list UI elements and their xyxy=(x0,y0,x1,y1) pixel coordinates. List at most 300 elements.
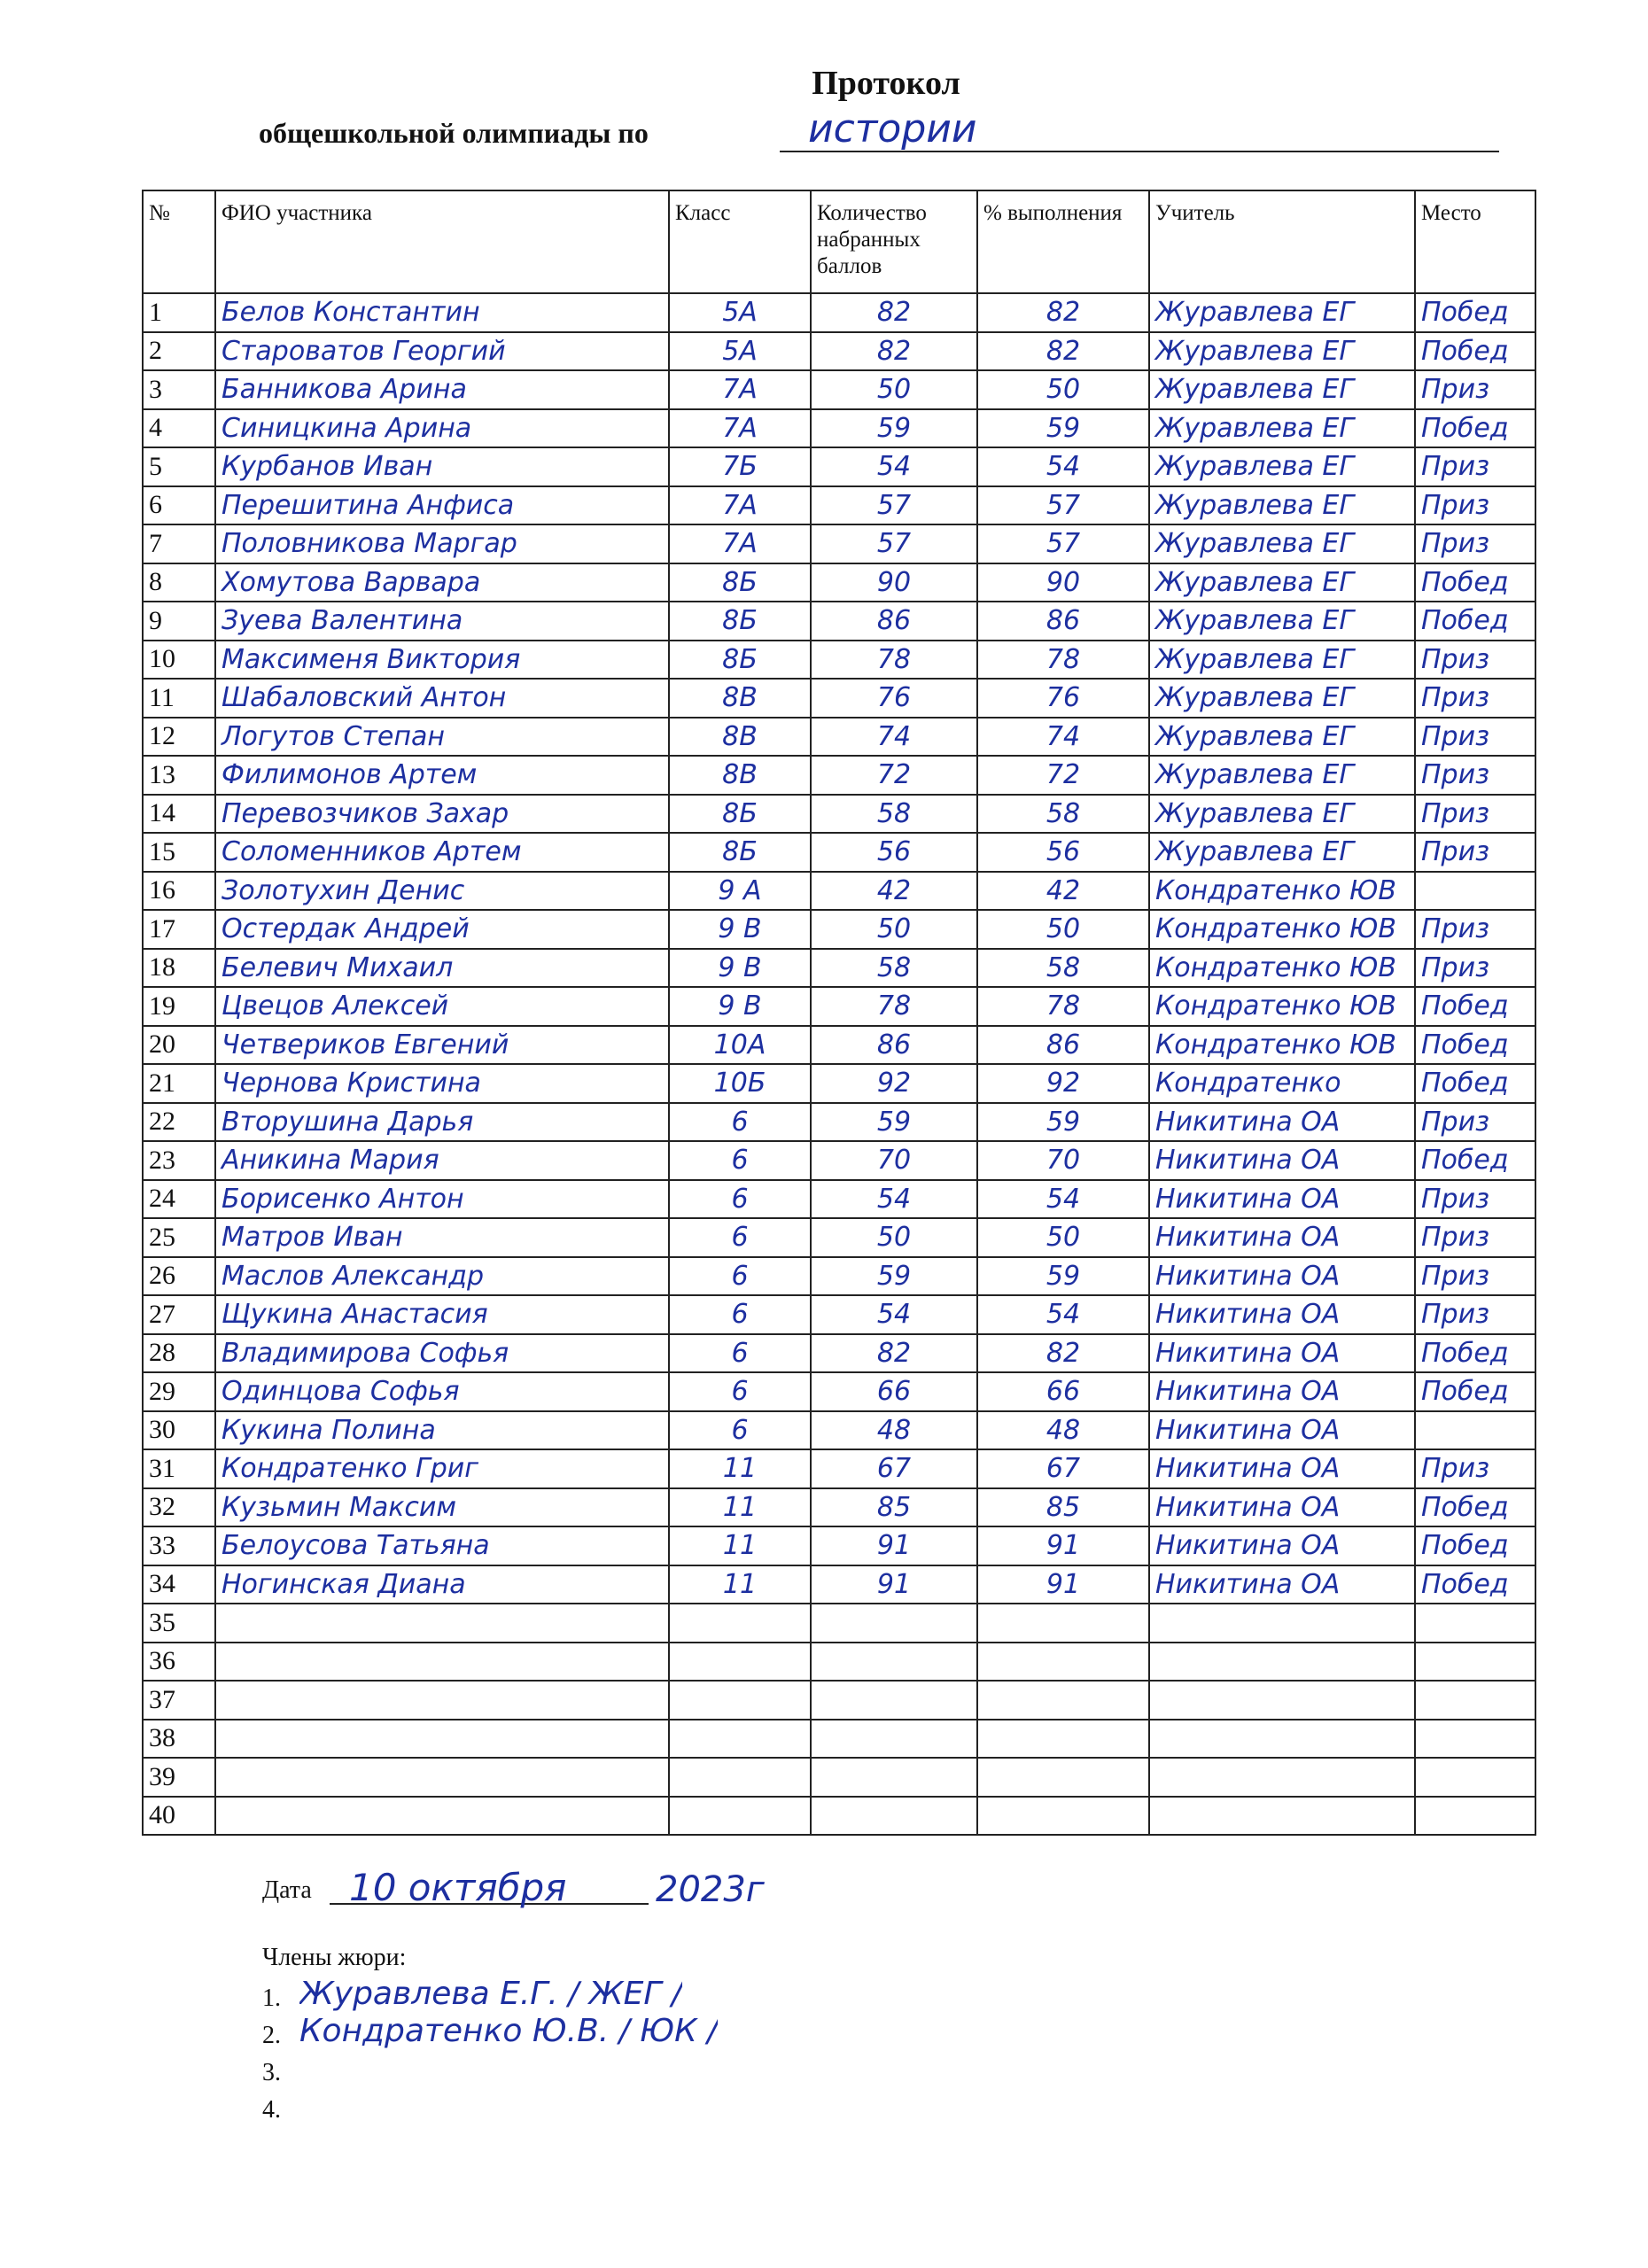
place-cell: Приз xyxy=(1415,486,1535,525)
row-number-cell: 27 xyxy=(143,1295,215,1334)
class-cell: 6 xyxy=(669,1372,811,1411)
place-cell: Побед xyxy=(1415,1064,1535,1103)
row-number-cell: 30 xyxy=(143,1411,215,1450)
place-cell: Побед xyxy=(1415,1141,1535,1180)
percent-cell: 59 xyxy=(977,1257,1149,1296)
score-cell: 76 xyxy=(811,679,977,718)
teacher-cell: Никитина ОА xyxy=(1149,1449,1415,1488)
percent-cell: 54 xyxy=(977,1295,1149,1334)
participant-name-cell: Кукина Полина xyxy=(215,1411,669,1450)
table-row xyxy=(143,1180,1535,1219)
place-cell: Побед xyxy=(1415,409,1535,448)
score-cell: 86 xyxy=(811,1026,977,1065)
row-number-cell: 18 xyxy=(143,949,215,988)
place-cell xyxy=(1415,1604,1535,1643)
teacher-cell: Никитина ОА xyxy=(1149,1488,1415,1527)
place-cell: Побед xyxy=(1415,1026,1535,1065)
percent-cell: 57 xyxy=(977,524,1149,563)
teacher-cell: Кондратенко ЮВ xyxy=(1149,872,1415,911)
place-cell xyxy=(1415,1758,1535,1797)
table-row xyxy=(143,641,1535,680)
place-cell: Приз xyxy=(1415,447,1535,486)
jury-item-number: 1. xyxy=(262,1984,281,2012)
table-row xyxy=(143,447,1535,486)
place-cell: Приз xyxy=(1415,949,1535,988)
row-number-cell: 1 xyxy=(143,293,215,332)
table-row xyxy=(143,1064,1535,1103)
teacher-cell: Журавлева ЕГ xyxy=(1149,602,1415,641)
teacher-cell: Журавлева ЕГ xyxy=(1149,486,1415,525)
percent-cell: 90 xyxy=(977,563,1149,602)
place-cell: Приз xyxy=(1415,370,1535,409)
row-number-cell: 33 xyxy=(143,1526,215,1565)
participant-name-cell: Белевич Михаил xyxy=(215,949,669,988)
participant-name-cell xyxy=(215,1758,669,1797)
percent-cell: 91 xyxy=(977,1565,1149,1604)
class-cell: 5А xyxy=(669,293,811,332)
class-cell: 7Б xyxy=(669,447,811,486)
row-number-cell: 28 xyxy=(143,1334,215,1373)
column-header-number: № xyxy=(143,190,215,293)
row-number-cell: 34 xyxy=(143,1565,215,1604)
column-header-percent: % выполнения xyxy=(977,190,1149,293)
teacher-cell: Никитина ОА xyxy=(1149,1180,1415,1219)
class-cell: 8В xyxy=(669,718,811,757)
score-cell: 74 xyxy=(811,718,977,757)
percent-cell: 54 xyxy=(977,1180,1149,1219)
class-cell: 6 xyxy=(669,1295,811,1334)
place-cell: Приз xyxy=(1415,795,1535,834)
place-cell: Побед xyxy=(1415,1526,1535,1565)
table-row xyxy=(143,1218,1535,1257)
row-number-cell: 11 xyxy=(143,679,215,718)
participant-name-cell: Четвериков Евгений xyxy=(215,1026,669,1065)
place-cell: Приз xyxy=(1415,756,1535,795)
class-cell: 6 xyxy=(669,1257,811,1296)
participant-name-cell: Половникова Маргар xyxy=(215,524,669,563)
participant-name-cell: Белоусова Татьяна xyxy=(215,1526,669,1565)
row-number-cell: 22 xyxy=(143,1103,215,1142)
score-cell: 42 xyxy=(811,872,977,911)
class-cell xyxy=(669,1720,811,1759)
participant-name-cell: Банникова Арина xyxy=(215,370,669,409)
table-row xyxy=(143,1526,1535,1565)
class-cell: 6 xyxy=(669,1141,811,1180)
teacher-cell: Журавлева ЕГ xyxy=(1149,795,1415,834)
table-body xyxy=(143,293,1535,1835)
participant-name-cell: Кузьмин Максим xyxy=(215,1488,669,1527)
participant-name-cell: Староватов Георгий xyxy=(215,332,669,371)
participant-name-cell: Кондратенко Григ xyxy=(215,1449,669,1488)
row-number-cell: 26 xyxy=(143,1257,215,1296)
percent-cell xyxy=(977,1643,1149,1682)
participant-name-cell: Одинцова Софья xyxy=(215,1372,669,1411)
percent-cell: 78 xyxy=(977,987,1149,1026)
percent-cell: 86 xyxy=(977,602,1149,641)
score-cell: 82 xyxy=(811,1334,977,1373)
percent-cell: 85 xyxy=(977,1488,1149,1527)
teacher-cell: Кондратенко ЮВ xyxy=(1149,910,1415,949)
date-year: 2023г xyxy=(656,1869,765,1910)
score-cell: 50 xyxy=(811,910,977,949)
jury-item-number: 2. xyxy=(262,2022,281,2049)
participant-name-cell: Щукина Анастасия xyxy=(215,1295,669,1334)
percent-cell: 86 xyxy=(977,1026,1149,1065)
score-cell: 85 xyxy=(811,1488,977,1527)
class-cell: 6 xyxy=(669,1218,811,1257)
table-row xyxy=(143,1295,1535,1334)
row-number-cell: 35 xyxy=(143,1604,215,1643)
table-row xyxy=(143,987,1535,1026)
teacher-cell: Кондратенко xyxy=(1149,1064,1415,1103)
place-cell: Побед xyxy=(1415,1565,1535,1604)
table-row xyxy=(143,949,1535,988)
table-row xyxy=(143,1488,1535,1527)
percent-cell: 54 xyxy=(977,447,1149,486)
participant-name-cell: Шабаловский Антон xyxy=(215,679,669,718)
place-cell xyxy=(1415,872,1535,911)
row-number-cell: 10 xyxy=(143,641,215,680)
table-row xyxy=(143,679,1535,718)
participant-name-cell: Синицкина Арина xyxy=(215,409,669,448)
table-row xyxy=(143,370,1535,409)
score-cell: 54 xyxy=(811,1295,977,1334)
participant-name-cell: Курбанов Иван xyxy=(215,447,669,486)
participant-name-cell: Максименя Виктория xyxy=(215,641,669,680)
row-number-cell: 20 xyxy=(143,1026,215,1065)
percent-cell: 82 xyxy=(977,1334,1149,1373)
score-cell: 82 xyxy=(811,332,977,371)
percent-cell: 74 xyxy=(977,718,1149,757)
table-row xyxy=(143,602,1535,641)
class-cell: 8Б xyxy=(669,795,811,834)
column-header-teacher: Учитель xyxy=(1149,190,1415,293)
class-cell xyxy=(669,1643,811,1682)
place-cell xyxy=(1415,1643,1535,1682)
row-number-cell: 36 xyxy=(143,1643,215,1682)
row-number-cell: 12 xyxy=(143,718,215,757)
table-row xyxy=(143,1141,1535,1180)
score-cell: 59 xyxy=(811,1257,977,1296)
table-row xyxy=(143,718,1535,757)
percent-cell: 58 xyxy=(977,949,1149,988)
row-number-cell: 29 xyxy=(143,1372,215,1411)
table-row xyxy=(143,1797,1535,1836)
class-cell xyxy=(669,1797,811,1836)
participant-name-cell: Вторушина Дарья xyxy=(215,1103,669,1142)
place-cell: Приз xyxy=(1415,1449,1535,1488)
place-cell: Побед xyxy=(1415,1488,1535,1527)
row-number-cell: 39 xyxy=(143,1758,215,1797)
percent-cell: 76 xyxy=(977,679,1149,718)
score-cell: 91 xyxy=(811,1565,977,1604)
class-cell: 7А xyxy=(669,370,811,409)
row-number-cell: 15 xyxy=(143,833,215,872)
teacher-cell: Кондратенко ЮВ xyxy=(1149,987,1415,1026)
score-cell: 59 xyxy=(811,1103,977,1142)
row-number-cell: 3 xyxy=(143,370,215,409)
teacher-cell: Журавлева ЕГ xyxy=(1149,718,1415,757)
row-number-cell: 6 xyxy=(143,486,215,525)
percent-cell: 59 xyxy=(977,409,1149,448)
score-cell xyxy=(811,1681,977,1720)
score-cell xyxy=(811,1604,977,1643)
place-cell: Приз xyxy=(1415,833,1535,872)
jury-item-name: Журавлева Е.Г. / ЖЕГ / xyxy=(299,1976,682,2012)
score-cell: 70 xyxy=(811,1141,977,1180)
teacher-cell: Журавлева ЕГ xyxy=(1149,370,1415,409)
class-cell: 8Б xyxy=(669,602,811,641)
participant-name-cell: Филимонов Артем xyxy=(215,756,669,795)
score-cell: 92 xyxy=(811,1064,977,1103)
percent-cell xyxy=(977,1681,1149,1720)
place-cell: Приз xyxy=(1415,718,1535,757)
place-cell: Приз xyxy=(1415,1180,1535,1219)
score-cell: 54 xyxy=(811,447,977,486)
teacher-cell: Никитина ОА xyxy=(1149,1257,1415,1296)
row-number-cell: 19 xyxy=(143,987,215,1026)
date-value: 10 октября xyxy=(349,1866,567,1909)
class-cell: 7А xyxy=(669,524,811,563)
table-row xyxy=(143,409,1535,448)
participant-name-cell xyxy=(215,1797,669,1836)
class-cell: 8В xyxy=(669,679,811,718)
table-row xyxy=(143,1334,1535,1373)
participant-name-cell: Ногинская Диана xyxy=(215,1565,669,1604)
row-number-cell: 14 xyxy=(143,795,215,834)
jury-item-number: 4. xyxy=(262,2096,281,2124)
percent-cell: 91 xyxy=(977,1526,1149,1565)
class-cell: 8В xyxy=(669,756,811,795)
score-cell: 58 xyxy=(811,795,977,834)
teacher-cell: Журавлева ЕГ xyxy=(1149,756,1415,795)
table-row xyxy=(143,1643,1535,1682)
date-row xyxy=(262,1864,971,1908)
score-cell: 56 xyxy=(811,833,977,872)
participant-name-cell: Перешитина Анфиса xyxy=(215,486,669,525)
score-cell: 72 xyxy=(811,756,977,795)
participant-name-cell: Борисенко Антон xyxy=(215,1180,669,1219)
teacher-cell xyxy=(1149,1643,1415,1682)
participant-name-cell xyxy=(215,1720,669,1759)
row-number-cell: 16 xyxy=(143,872,215,911)
subject-handwritten: истории xyxy=(808,106,977,151)
teacher-cell: Журавлева ЕГ xyxy=(1149,563,1415,602)
place-cell: Побед xyxy=(1415,987,1535,1026)
teacher-cell xyxy=(1149,1758,1415,1797)
table-row xyxy=(143,1026,1535,1065)
column-header-class: Класс xyxy=(669,190,811,293)
date-label: Дата xyxy=(262,1876,312,1904)
table-row xyxy=(143,486,1535,525)
participant-name-cell: Владимирова Софья xyxy=(215,1334,669,1373)
teacher-cell: Журавлева ЕГ xyxy=(1149,524,1415,563)
jury-list xyxy=(262,1976,1060,2130)
row-number-cell: 7 xyxy=(143,524,215,563)
class-cell: 8Б xyxy=(669,641,811,680)
score-cell: 67 xyxy=(811,1449,977,1488)
column-header-place: Место xyxy=(1415,190,1535,293)
place-cell xyxy=(1415,1681,1535,1720)
table-row xyxy=(143,1565,1535,1604)
score-cell xyxy=(811,1797,977,1836)
participant-name-cell: Зуева Валентина xyxy=(215,602,669,641)
class-cell: 6 xyxy=(669,1180,811,1219)
teacher-cell: Никитина ОА xyxy=(1149,1141,1415,1180)
score-cell: 48 xyxy=(811,1411,977,1450)
score-cell: 58 xyxy=(811,949,977,988)
place-cell: Приз xyxy=(1415,679,1535,718)
place-cell: Приз xyxy=(1415,910,1535,949)
score-cell: 66 xyxy=(811,1372,977,1411)
place-cell: Приз xyxy=(1415,641,1535,680)
table-row xyxy=(143,1103,1535,1142)
participant-name-cell: Матров Иван xyxy=(215,1218,669,1257)
participant-name-cell xyxy=(215,1643,669,1682)
place-cell: Приз xyxy=(1415,1218,1535,1257)
results-table xyxy=(142,190,1536,1836)
row-number-cell: 23 xyxy=(143,1141,215,1180)
percent-cell: 59 xyxy=(977,1103,1149,1142)
row-number-cell: 8 xyxy=(143,563,215,602)
score-cell: 50 xyxy=(811,370,977,409)
participant-name-cell: Соломенников Артем xyxy=(215,833,669,872)
table-row xyxy=(143,1604,1535,1643)
score-cell: 57 xyxy=(811,486,977,525)
class-cell: 7А xyxy=(669,409,811,448)
score-cell: 91 xyxy=(811,1526,977,1565)
row-number-cell: 4 xyxy=(143,409,215,448)
class-cell: 6 xyxy=(669,1334,811,1373)
table-row xyxy=(143,1720,1535,1759)
percent-cell: 82 xyxy=(977,293,1149,332)
teacher-cell: Никитина ОА xyxy=(1149,1295,1415,1334)
class-cell xyxy=(669,1758,811,1797)
place-cell xyxy=(1415,1720,1535,1759)
place-cell: Побед xyxy=(1415,563,1535,602)
column-header-name: ФИО участника xyxy=(215,190,669,293)
score-cell: 86 xyxy=(811,602,977,641)
teacher-cell: Журавлева ЕГ xyxy=(1149,447,1415,486)
class-cell: 6 xyxy=(669,1103,811,1142)
teacher-cell: Никитина ОА xyxy=(1149,1372,1415,1411)
class-cell: 9 В xyxy=(669,949,811,988)
percent-cell: 48 xyxy=(977,1411,1149,1450)
participant-name-cell: Перевозчиков Захар xyxy=(215,795,669,834)
teacher-cell xyxy=(1149,1681,1415,1720)
percent-cell: 70 xyxy=(977,1141,1149,1180)
participant-name-cell: Остердак Андрей xyxy=(215,910,669,949)
participant-name-cell xyxy=(215,1604,669,1643)
table-row xyxy=(143,833,1535,872)
jury-item-number: 3. xyxy=(262,2059,281,2086)
class-cell: 10Б xyxy=(669,1064,811,1103)
percent-cell: 78 xyxy=(977,641,1149,680)
document-title: Протокол xyxy=(812,65,960,102)
score-cell: 57 xyxy=(811,524,977,563)
percent-cell: 58 xyxy=(977,795,1149,834)
row-number-cell: 38 xyxy=(143,1720,215,1759)
participant-name-cell xyxy=(215,1681,669,1720)
percent-cell: 92 xyxy=(977,1064,1149,1103)
teacher-cell: Журавлева ЕГ xyxy=(1149,833,1415,872)
row-number-cell: 24 xyxy=(143,1180,215,1219)
participant-name-cell: Цвецов Алексей xyxy=(215,987,669,1026)
teacher-cell: Журавлева ЕГ xyxy=(1149,641,1415,680)
teacher-cell: Никитина ОА xyxy=(1149,1103,1415,1142)
percent-cell: 50 xyxy=(977,910,1149,949)
teacher-cell xyxy=(1149,1720,1415,1759)
class-cell: 9 А xyxy=(669,872,811,911)
place-cell: Побед xyxy=(1415,1334,1535,1373)
column-header-score: Количество набранных баллов xyxy=(811,190,977,293)
place-cell: Побед xyxy=(1415,1372,1535,1411)
percent-cell: 42 xyxy=(977,872,1149,911)
table-row xyxy=(143,563,1535,602)
table-row xyxy=(143,1372,1535,1411)
row-number-cell: 2 xyxy=(143,332,215,371)
participant-name-cell: Золотухин Денис xyxy=(215,872,669,911)
score-cell: 78 xyxy=(811,987,977,1026)
jury-item xyxy=(262,2093,1060,2130)
table-row xyxy=(143,795,1535,834)
table-row xyxy=(143,1257,1535,1296)
jury-item xyxy=(262,2013,1060,2055)
class-cell: 11 xyxy=(669,1449,811,1488)
class-cell: 8Б xyxy=(669,833,811,872)
score-cell xyxy=(811,1758,977,1797)
percent-cell: 82 xyxy=(977,332,1149,371)
place-cell xyxy=(1415,1411,1535,1450)
percent-cell xyxy=(977,1604,1149,1643)
jury-title: Члены жюри: xyxy=(262,1944,407,1971)
teacher-cell: Никитина ОА xyxy=(1149,1526,1415,1565)
table-row xyxy=(143,293,1535,332)
percent-cell: 56 xyxy=(977,833,1149,872)
row-number-cell: 37 xyxy=(143,1681,215,1720)
teacher-cell: Никитина ОА xyxy=(1149,1411,1415,1450)
table-row xyxy=(143,524,1535,563)
class-cell xyxy=(669,1604,811,1643)
row-number-cell: 21 xyxy=(143,1064,215,1103)
row-number-cell: 9 xyxy=(143,602,215,641)
participant-name-cell: Маслов Александр xyxy=(215,1257,669,1296)
class-cell: 10А xyxy=(669,1026,811,1065)
class-cell: 5А xyxy=(669,332,811,371)
teacher-cell: Журавлева ЕГ xyxy=(1149,409,1415,448)
class-cell: 11 xyxy=(669,1526,811,1565)
row-number-cell: 25 xyxy=(143,1218,215,1257)
teacher-cell: Никитина ОА xyxy=(1149,1565,1415,1604)
row-number-cell: 5 xyxy=(143,447,215,486)
percent-cell xyxy=(977,1758,1149,1797)
place-cell: Приз xyxy=(1415,1257,1535,1296)
place-cell xyxy=(1415,1797,1535,1836)
row-number-cell: 31 xyxy=(143,1449,215,1488)
class-cell: 7А xyxy=(669,486,811,525)
percent-cell: 57 xyxy=(977,486,1149,525)
percent-cell xyxy=(977,1720,1149,1759)
teacher-cell: Кондратенко ЮВ xyxy=(1149,949,1415,988)
row-number-cell: 40 xyxy=(143,1797,215,1836)
teacher-cell: Никитина ОА xyxy=(1149,1218,1415,1257)
participant-name-cell: Хомутова Варвара xyxy=(215,563,669,602)
table-row xyxy=(143,872,1535,911)
table-row xyxy=(143,1681,1535,1720)
jury-item xyxy=(262,2055,1060,2093)
table-row xyxy=(143,910,1535,949)
participant-name-cell: Белов Константин xyxy=(215,293,669,332)
